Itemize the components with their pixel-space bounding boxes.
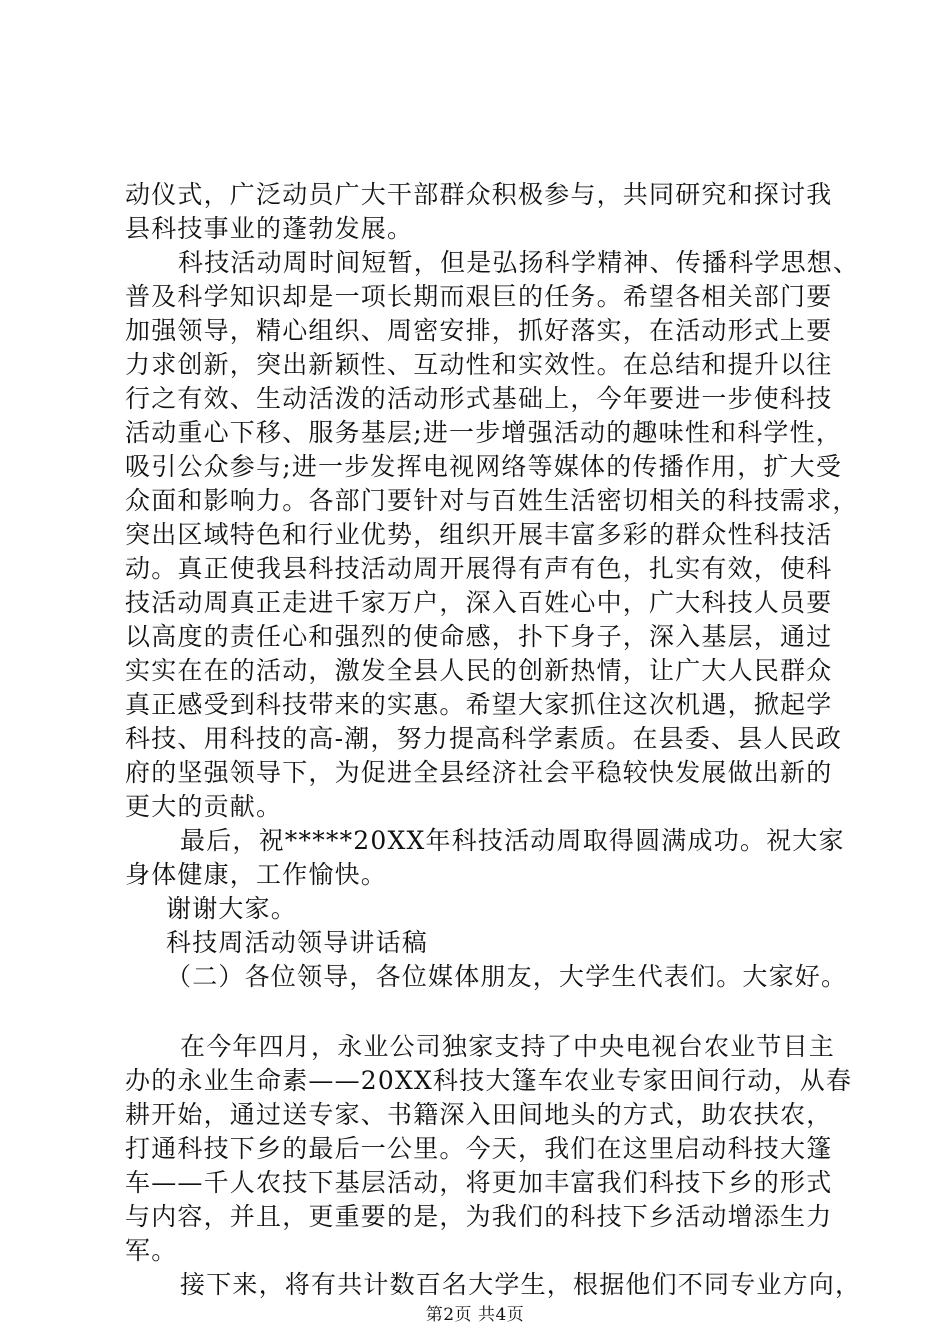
paragraph-line: 动。真正使我县科技活动周开展得有声有色，扎实有效，使科 bbox=[125, 554, 833, 583]
paragraph-line: 耕开始，通过送专家、书籍深入田间地头的方式，助农扶农， bbox=[125, 1100, 833, 1129]
paragraph-line: 普及科学知识却是一项长期而艰巨的任务。希望各相关部门要 bbox=[125, 282, 833, 311]
paragraph-line: 身体健康，工作愉快。 bbox=[125, 860, 388, 889]
paragraph-line: 军。 bbox=[125, 1236, 178, 1265]
paragraph-line: 实实在在的活动，激发全县人民的创新热情，让广大人民群众 bbox=[125, 656, 833, 685]
paragraph-line: 加强领导，精心组织、周密安排，抓好落实，在活动形式上要 bbox=[125, 316, 833, 345]
paragraph-line: 办的永业生命素——20XX科技大篷车农业专家田间行动，从春 bbox=[125, 1066, 853, 1095]
paragraph-line: 活动重心下移、服务基层;进一步增强活动的趣味性和科学性， bbox=[125, 418, 843, 447]
paragraph-line: 突出区域特色和行业优势，组织开展丰富多彩的群众性科技活 bbox=[125, 520, 833, 549]
paragraph-line: 众面和影响力。各部门要针对与百姓生活密切相关的科技需求， bbox=[125, 486, 859, 515]
paragraph-line: 真正感受到科技带来的实惠。希望大家抓住这次机遇，掀起学 bbox=[125, 690, 833, 719]
page-footer: 第2页 共4页 bbox=[425, 1305, 525, 1325]
paragraph-line: 吸引公众参与;进一步发挥电视网络等媒体的传播作用，扩大受 bbox=[125, 452, 843, 481]
speech-title: 科技周活动领导讲话稿 bbox=[166, 928, 429, 957]
paragraph-line: 最后，祝*****20XX年科技活动周取得圆满成功。祝大家 bbox=[180, 826, 845, 855]
paragraph-line: 在今年四月，永业公司独家支持了中央电视台农业节目主 bbox=[180, 1032, 836, 1061]
paragraph-line: 打通科技下乡的最后一公里。今天，我们在这里启动科技大篷 bbox=[125, 1134, 833, 1163]
paragraph-line: 与内容，并且，更重要的是，为我们的科技下乡活动增添生力 bbox=[125, 1202, 833, 1231]
paragraph-line: 动仪式，广泛动员广大干部群众积极参与，共同研究和探讨我 bbox=[125, 180, 833, 209]
paragraph-line: 技活动周真正走进千家万户，深入百姓心中，广大科技人员要 bbox=[125, 588, 833, 617]
paragraph-line: 以高度的责任心和强烈的使命感，扑下身子，深入基层，通过 bbox=[125, 622, 833, 651]
greeting-line: （二）各位领导，各位媒体朋友，大学生代表们。大家好。 bbox=[166, 962, 848, 991]
closing-line: 谢谢大家。 bbox=[166, 894, 298, 923]
paragraph-line: 府的坚强领导下，为促进全县经济社会平稳较快发展做出新的 bbox=[125, 758, 833, 787]
paragraph-line: 力求创新，突出新颖性、互动性和实效性。在总结和提升以往 bbox=[125, 350, 833, 379]
paragraph-line: 行之有效、生动活泼的活动形式基础上，今年要进一步使科技 bbox=[125, 384, 833, 413]
paragraph-line: 接下来，将有共计数百名大学生，根据他们不同专业方向， bbox=[180, 1270, 862, 1299]
paragraph-line: 科技、用科技的高-潮，努力提高科学素质。在县委、县人民政 bbox=[125, 724, 843, 753]
paragraph-line: 车——千人农技下基层活动，将更加丰富我们科技下乡的形式 bbox=[125, 1168, 833, 1197]
paragraph-line: 更大的贡献。 bbox=[125, 792, 283, 821]
paragraph-line: 科技活动周时间短暂，但是弘扬科学精神、传播科学思想、 bbox=[178, 248, 860, 277]
paragraph-line: 县科技事业的蓬勃发展。 bbox=[125, 214, 414, 243]
